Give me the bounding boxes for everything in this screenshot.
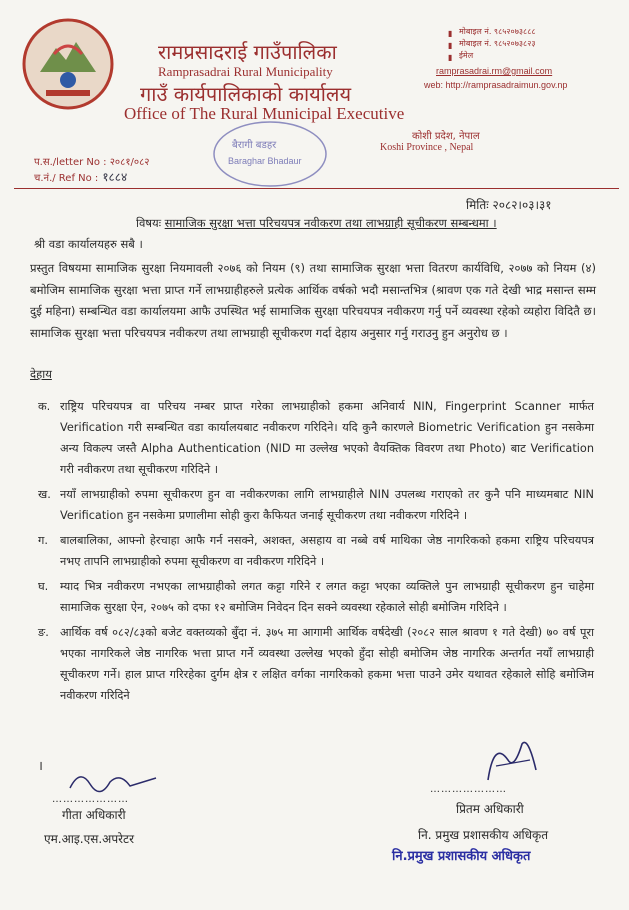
province-english: Koshi Province , Nepal bbox=[380, 142, 474, 153]
section-heading-dehaya: देहाय bbox=[30, 367, 52, 381]
phone-icon: ▮ bbox=[448, 28, 453, 38]
directive-list bbox=[38, 396, 594, 710]
phone-icon: ▮ bbox=[448, 40, 453, 50]
item-key: घ. bbox=[38, 580, 49, 593]
right-signatory-name: प्रितम अधिकारी bbox=[456, 802, 524, 816]
addressee: श्री वडा कार्यालयहरु सबै । bbox=[34, 237, 143, 251]
list-item bbox=[38, 396, 594, 480]
right-signatory-role: नि. प्रमुख प्रशासकीय अधिकृत bbox=[418, 828, 549, 842]
left-signatory-role: एम.आइ.एस.अपरेटर bbox=[44, 832, 135, 846]
letter-date: मितिः २०८२।०३।३१ bbox=[466, 198, 552, 212]
email-icon: ▮ bbox=[448, 52, 453, 62]
letter-body-paragraph: प्रस्तुत विषयमा सामाजिक सुरक्षा नियमावली २०७६ को नियम (९) तथा सामाजिक सुरक्षा भत्ता वितरण कार्यविधि, २०७७ को नियम (४) बमोजिम सामाजिक सुरक्षा भत्ता प्राप्त गर्ने लाभग्राहीहरुले प्रत्येक आर्थिक वर्षको भदौ मसान्तभित्र (श्रावण एक गते देखी भाद्र मसान्त सम्म दुई महिना) सम्बन्धित वडा कार्यालयमा आफै उपस्थित भई सामाजिक सुरक्षा परिचयपत्र नवीकरण गर्नु पर्ने व्यवस्था रहेको व्यहोरा विदितै छ। सामाजिक सुरक्षा भत्ता परिचयपत्र नवीकरण तथा लाभग्राही सूचीकरण गर्दा देहाय अनुसार गर्नु गराउनु हुन अनुरोध छ । bbox=[30, 261, 596, 340]
item-key: ङ. bbox=[38, 626, 49, 639]
right-signature bbox=[478, 730, 548, 790]
office-name-nepali: गाउँ कार्यपालिकाको कार्यालय bbox=[140, 82, 352, 106]
item-key: ख. bbox=[38, 488, 51, 501]
province-nepali: कोशी प्रदेश, नेपाल bbox=[412, 131, 480, 142]
reference-number bbox=[34, 168, 127, 185]
subject-label: विषयः bbox=[136, 216, 162, 230]
item-key: ग. bbox=[38, 534, 48, 547]
municipality-name-english: Ramprasadrai Rural Municipality bbox=[158, 64, 333, 79]
nepal-emblem-logo bbox=[20, 14, 116, 114]
list-item bbox=[38, 576, 594, 618]
municipality-name-nepali: रामप्रसादराई गाउँपालिका bbox=[158, 40, 337, 64]
trailing-mark: । bbox=[38, 759, 43, 774]
left-signature bbox=[60, 764, 170, 796]
email-label: ईमेल bbox=[459, 51, 474, 60]
letter-no-label: प.स./letter No : bbox=[34, 157, 107, 168]
list-item bbox=[38, 530, 594, 572]
office-name-english: Office of The Rural Municipal Executive bbox=[124, 104, 405, 123]
ref-no-label: च.नं./ Ref No : bbox=[34, 173, 99, 184]
right-signature-line: ………………… bbox=[430, 784, 507, 795]
header-divider bbox=[14, 188, 619, 189]
left-signature-line: ………………… bbox=[52, 794, 129, 805]
mobile-number-1: मोबाइल नं. ९८५२०७३८८८ bbox=[459, 27, 536, 36]
letter-number bbox=[34, 154, 150, 168]
svg-text:Baraghar Bhadaur: Baraghar Bhadaur bbox=[228, 156, 302, 166]
website-link[interactable]: web: http://ramprasadraimun.gov.np bbox=[424, 80, 568, 90]
item-text: राष्ट्रिय परिचयपत्र वा परिचय नम्बर प्राप्त गरेका लाभग्राहीको हकमा अनिवार्य NIN, Fingerprint Scanner मार्फत Verification गरी सम्बन्धित वडा कार्यालयबाट नवीकरण गरिदिने। यदि कुनै कारणले Biometric Verification हुन नसकेमा अन्य विकल्प जस्तै Alpha Authentication (NID मा उल्लेख भएको वैयक्तिक विवरण तथा Photo) बाट Verification गरी नवीकरण तथा सूचीकरण गरिदिने । bbox=[60, 400, 594, 476]
item-key: क. bbox=[38, 400, 51, 413]
round-seal-stamp bbox=[210, 118, 330, 190]
left-signatory-name: गीता अधिकारी bbox=[62, 808, 126, 822]
item-text: म्याद भित्र नवीकरण नभएका लाभग्राहीको लगत कट्टा गरिने र लगत कट्टा भएका व्यक्तिले पुन लाभग्राही सूचीकरण हुन चाहेमा सामाजिक सुरक्षा ऐन, २०७५ को दफा १२ बमोजिम निवेदन दिन सक्ने व्यवस्था रहेकाले सोही बमोजिम गरिदिने । bbox=[60, 580, 594, 614]
list-item bbox=[38, 484, 594, 526]
letter-subject bbox=[136, 216, 497, 231]
ref-no-value: १८८४ bbox=[102, 170, 128, 184]
item-text: नयाँ लाभग्राहीको रुपमा सूचीकरण हुन वा नवीकरणका लागि लाभग्राहीले NIN उपलब्ध गराएको तर कुनै पनि माध्यमबाट NIN Verification हुन नसकेमा प्रणालीमा सोही कुरा कैफियत जनाई सूचीकरण तथा नवीकरण गरिदिने । bbox=[60, 488, 594, 522]
right-designation-stamp: नि.प्रमुख प्रशासकीय अधिकृत bbox=[392, 849, 531, 864]
email-link[interactable]: ramprasadrai.rm@gmail.com bbox=[436, 66, 553, 76]
letter-no-value: २०८१/०८२ bbox=[109, 157, 150, 168]
list-item bbox=[38, 622, 594, 706]
item-text: बालबालिका, आफ्नो हेरचाहा आफै गर्न नसक्ने, अशक्त, असहाय वा नब्बे वर्ष माथिका जेष्ठ नागरिकको हकमा राष्ट्रिय परिचयपत्र नभए तापनि लाभग्राहीको रुपमा सूचीकरण वा नवीकरण गरिदिने । bbox=[60, 534, 594, 568]
contact-block bbox=[448, 26, 536, 62]
mobile-number-2: मोबाइल नं. ९८५२०७३८२३ bbox=[459, 39, 536, 48]
item-text: आर्थिक वर्ष ०८२/८३को बजेट वक्तव्यको बुँदा नं. ३७५ मा आगामी आर्थिक वर्षदेखी (२०८२ साल श्रावण १ गते देखी) ७० वर्ष पूरा भएका नागरिकले जेष्ठ नागरिक भत्ता प्राप्त गर्ने व्यवस्था उल्लेख भएको हुँदा सोही बमोजिम जेष्ठ नागरिक अन्तर्गत नयाँ लाभग्राही सूचीकरण गर्ने। हाल प्राप्त गरिरहेका दुर्गम क्षेत्र र लक्षित वर्गका नागरिकको हकमा भत्ता पाउने उमेर यथावत रहेकाले सोहि बमोजिम नवीकरण गरिदिने bbox=[60, 626, 594, 702]
svg-text:बैरागी बडहर: बैरागी बडहर bbox=[232, 140, 277, 151]
subject-text: सामाजिक सुरक्षा भत्ता परिचयपत्र नवीकरण तथा लाभग्राही सूचीकरण सम्बन्धमा । bbox=[164, 216, 497, 230]
